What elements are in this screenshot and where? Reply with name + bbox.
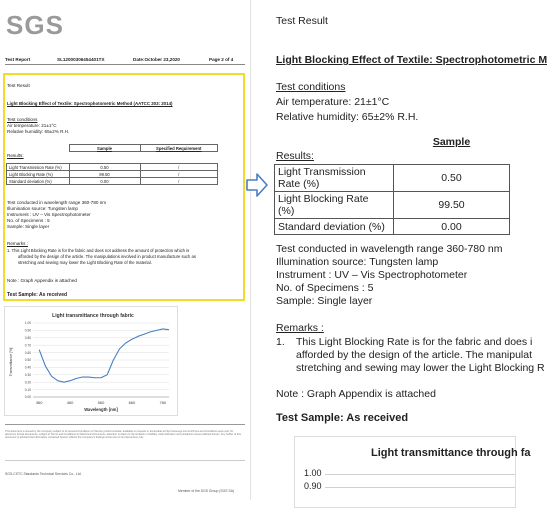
zoom-remark-number: 1.	[276, 336, 285, 348]
zoom-results-label: Results:	[276, 150, 314, 162]
col-specified: Specified Requirement	[140, 145, 218, 152]
footer-member: Member of the SGS Group (SGS SA)	[178, 489, 235, 493]
chart-panel	[4, 306, 178, 416]
y-tick-label: 0.00	[24, 395, 31, 400]
zoom-chart-panel	[294, 436, 531, 508]
zoom-air-temperature: Air temperature: 21±1°C	[276, 96, 390, 108]
y-tick-label: 0.10	[24, 387, 31, 392]
y-tick-label: 0.40	[24, 365, 31, 370]
zoom-row-label-2b: (%)	[278, 205, 295, 217]
zoom-test-title: Light Blocking Effect of Textile: Spectrophotometric M	[276, 54, 547, 66]
humidity: Relative humidity: 65±2% R.H.	[7, 129, 70, 134]
y-tick-label: 0.60	[24, 350, 31, 355]
y-tick-label: 0.20	[24, 380, 31, 385]
zoom-tick-0-90: 0.90	[304, 481, 322, 491]
header-page: Page 2 of 4	[209, 57, 234, 62]
zoom-row-value: 99.50	[394, 192, 510, 219]
header-divider	[5, 64, 245, 65]
note: Note : Graph Appendix is attached	[7, 278, 77, 283]
conditions-label: Test conditions	[7, 117, 38, 122]
zoom-remarks-label: Remarks :	[276, 322, 324, 334]
zoom-row-value: 0.50	[394, 165, 510, 192]
row-label: Light Transmission Rate (%)	[7, 164, 70, 171]
zoom-row-label	[275, 192, 394, 219]
specimens: No. of Specimens : 5	[7, 218, 50, 223]
col-sample: Sample	[69, 145, 140, 152]
zoom-note: Note : Graph Appendix is attached	[276, 388, 436, 400]
y-tick-label: 0.30	[24, 373, 31, 377]
zoom-row-label-2: Light Blocking Rate	[278, 193, 369, 205]
zoom-section-title: Test Result	[276, 15, 328, 27]
y-tick-label: 1.00	[24, 321, 31, 326]
zoom-remark-line-3: stretching and sewing may lower the Light Blocking R	[296, 362, 545, 374]
zoom-row-label	[275, 165, 394, 192]
chart-grid	[33, 323, 169, 397]
sgs-logo: SGS	[6, 10, 64, 40]
remark-line-1: 1. This Light Blocking Rate is for the fabric and does not address the amount of protection which is	[7, 248, 190, 253]
wavelength-range: Test conducted in wavelength range 360-780 nm	[7, 200, 107, 205]
footer-divider-2	[5, 460, 245, 461]
x-tick-label: 660	[128, 400, 136, 405]
section-title: Test Result	[7, 83, 30, 88]
test-sample: Test Sample: As received	[7, 292, 68, 298]
x-tick-label: 560	[97, 400, 105, 405]
zoom-conditions-label: Test conditions	[276, 81, 346, 93]
chart-title: Light transmittance through fabric	[52, 313, 134, 319]
zoom-instrument: Instrument : UV – Vis Spectrophotometer	[276, 269, 468, 281]
x-tick-label: 460	[66, 400, 74, 405]
instrument: Instrument : UV – Vis Spectrophotometer	[7, 212, 91, 217]
row-requirement: /	[140, 171, 218, 178]
chart-ylabel: Transmittance [%]	[9, 347, 13, 377]
zoom-humidity: Relative humidity: 65±2% R.H.	[276, 111, 419, 123]
zoom-remark-line-2: afforded by the design of the article. The manipulat	[296, 349, 533, 361]
transmittance-chart	[5, 307, 177, 415]
zoom-row-label-1b: Rate (%)	[278, 178, 320, 190]
remark-line-3: stretching and sewing may lower the Light Blocking Rate of the material.	[18, 260, 152, 265]
row-label: Standard deviation (%)	[7, 178, 70, 185]
zoom-row-label: Standard deviation (%)	[275, 219, 394, 235]
zoomed-detail	[252, 0, 547, 500]
x-tick-label: 360	[35, 400, 43, 405]
zoom-specimens: No. of Specimens : 5	[276, 282, 374, 294]
zoom-test-sample: Test Sample: As received	[276, 412, 409, 424]
y-tick-label: 0.80	[24, 336, 31, 340]
x-tick-label: 760	[159, 400, 167, 405]
row-value: 99.50	[69, 171, 140, 178]
zoom-gridline	[325, 474, 515, 475]
zoom-tick-1-00: 1.00	[304, 468, 322, 478]
y-tick-label: 0.90	[24, 328, 31, 333]
remark-line-2: afforded by the design of the article. The manipulations involved in product manufacture such as	[18, 254, 196, 259]
header-date: Date:October 23,2020	[133, 57, 180, 62]
row-label: Light Blocking Rate (%)	[7, 171, 70, 178]
zoom-results-table	[274, 134, 510, 235]
remarks-label: Remarks :	[7, 241, 28, 246]
zoom-illumination: Illumination source: Tungsten lamp	[276, 256, 439, 268]
row-requirement: /	[140, 164, 218, 171]
row-value: 0.50	[69, 164, 140, 171]
results-label: Results:	[7, 153, 24, 158]
transmittance-series-line	[39, 329, 169, 382]
y-tick-label: 0.70	[24, 343, 31, 348]
highlight-box	[3, 73, 245, 301]
row-value: 0.00	[69, 178, 140, 185]
footer-address: SGS-CSTC Standards Technical Services Co., Ltd.	[5, 472, 82, 476]
air-temperature: Air temperature: 21±1°C	[7, 123, 57, 128]
header-test-report: Test Report	[5, 57, 31, 62]
zoom-chart-title: Light transmittance through fa	[371, 447, 531, 459]
footer-divider	[5, 424, 245, 425]
zoom-gridline	[325, 487, 515, 488]
report-page-thumbnail	[0, 0, 251, 500]
results-table	[6, 144, 218, 185]
test-title: Light Blocking Effect of Textile: Spectrophotometric Method (AATCC 203: 2014)	[7, 101, 173, 106]
zoom-row-value: 0.00	[394, 219, 510, 235]
disclaimer: This document is issued by the Company subject to its General Conditions of Service printed overleaf, available on request or accessible at http://www.sgs.com/en/Terms-and-Conditions.aspx and, for electronic format documents, subject to Terms and Conditions for Electronic Documents. Attention is drawn to the limitation of liability, indemnification and jurisdiction issues defined therein. Any holder of this document is advised that information contained hereon reflects the Company's findings at the time of its intervention only.	[5, 430, 241, 440]
zoom-row-label-1: Light Transmission	[278, 166, 366, 178]
zoom-col-sample: Sample	[432, 135, 471, 148]
zoom-sample-type: Sample: Single layer	[276, 295, 373, 307]
chart-series	[39, 329, 169, 382]
illumination-source: Illumination source: Tungsten lamp	[7, 206, 78, 211]
zoom-wavelength: Test conducted in wavelength range 360-780 nm	[276, 243, 503, 255]
chart-xlabel: Wavelength [nm]	[84, 407, 118, 412]
row-requirement: /	[140, 178, 218, 185]
zoom-remark-line-1: This Light Blocking Rate is for the fabric and does i	[296, 336, 533, 348]
header-report-number: SL12000306454401TX	[57, 57, 105, 62]
sample-type: Sample: Single layer	[7, 224, 50, 229]
y-tick-label: 0.50	[24, 358, 31, 363]
